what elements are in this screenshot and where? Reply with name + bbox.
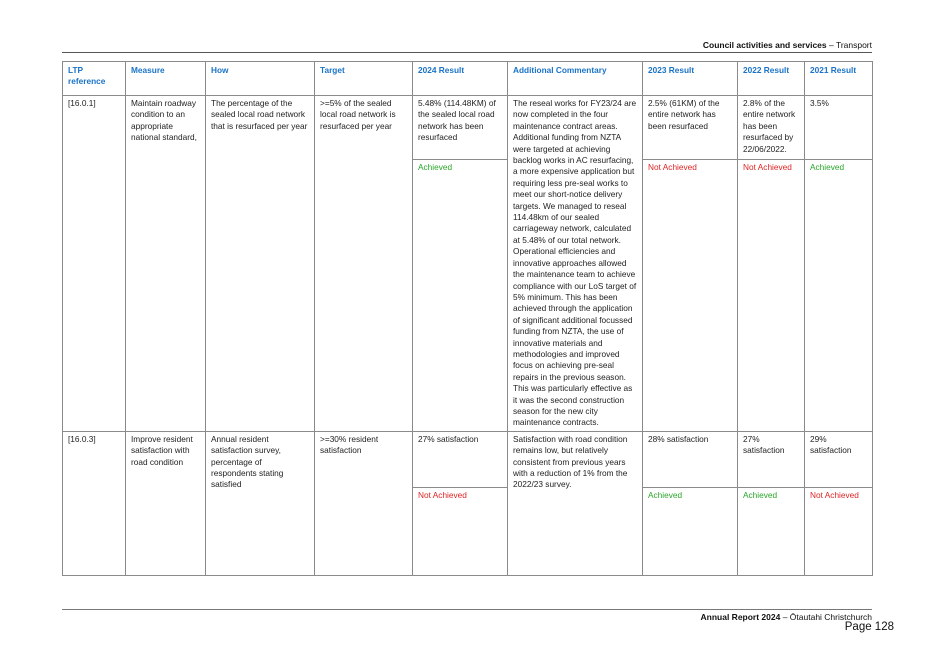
column-header: Measure: [126, 62, 206, 96]
column-header: Target: [315, 62, 413, 96]
status-badge-2024: Not Achieved: [413, 487, 508, 575]
result-2021: 29% satisfaction: [805, 431, 873, 487]
target: >=5% of the sealed local road network is resurfaced per year: [315, 96, 413, 432]
result-2023: 28% satisfaction: [643, 431, 738, 487]
ltp-reference: [16.0.3]: [63, 431, 126, 575]
table-row: [63, 431, 873, 487]
footer-rule: [62, 609, 872, 610]
column-header: 2024 Result: [413, 62, 508, 96]
column-header: How: [206, 62, 315, 96]
additional-commentary: The reseal works for FY23/24 are now completed in the four maintenance contract areas. Additional funding from NZTA were targeted at achieving backlog works in AC resurfacing, a more expensive application but requiring less pre-seal works to meet our short-notice delivery targets. We managed to reseal 114.48km of our sealed carriageway network, calculated at 5.48% of our total network. Operational efficiencies and innovative approaches allowed the maintenance team to achieve compliance with our LoS target of 5% minimum. This has been achieved through the application of significant additional focussed funding from NZTA, the use of innovative materials and methodologies and improved focus on achieving pre-seal repairs in the previous season. This was particularly effective as it was the second construction season for the new city maintenance contracts.: [508, 96, 643, 432]
header-section: Council activities and services: [702, 40, 827, 50]
status-badge-2021: Achieved: [805, 160, 873, 432]
result-2023: 2.5% (61KM) of the entire network has been resurfaced: [643, 96, 738, 160]
footer-city: Ōtautahi Christchurch: [789, 612, 872, 622]
additional-commentary: Satisfaction with road condition remains low, but relatively consistent from previous years with a reduction of 1% from the 2022/23 survey.: [508, 431, 643, 575]
status-badge-2023: Not Achieved: [643, 160, 738, 432]
column-header: 2021 Result: [805, 62, 873, 96]
column-header: 2022 Result: [738, 62, 805, 96]
table-header-row: [63, 62, 873, 96]
status-badge-2022: Not Achieved: [738, 160, 805, 432]
header-separator: –: [826, 40, 836, 50]
result-2024: 27% satisfaction: [413, 431, 508, 487]
result-2024: 5.48% (114.48KM) of the sealed local road network has been resurfaced: [413, 96, 508, 160]
ltp-reference: [16.0.1]: [63, 96, 126, 432]
footer-separator: –: [780, 612, 790, 622]
status-badge-2022: Achieved: [738, 487, 805, 575]
target: >=30% resident satisfaction: [315, 431, 413, 575]
status-badge-2024: Achieved: [413, 160, 508, 432]
column-header: 2023 Result: [643, 62, 738, 96]
how: Annual resident satisfaction survey, percentage of respondents stating satisfied: [206, 431, 315, 575]
status-badge-2023: Achieved: [643, 487, 738, 575]
performance-table: [62, 61, 873, 576]
column-header: Additional Commentary: [508, 62, 643, 96]
measure: Improve resident satisfaction with road condition: [126, 431, 206, 575]
result-2022: 27% satisfaction: [738, 431, 805, 487]
table-row: [63, 96, 873, 160]
page-footer: [62, 612, 872, 622]
page-header: [62, 40, 872, 50]
header-rule: [62, 52, 872, 53]
status-badge-2021: Not Achieved: [805, 487, 873, 575]
footer-report: Annual Report 2024: [700, 612, 781, 622]
column-header: LTP reference: [63, 62, 126, 96]
header-topic: Transport: [835, 40, 872, 50]
how: The percentage of the sealed local road network that is resurfaced per year: [206, 96, 315, 432]
measure: Maintain roadway condition to an appropriate national standard,: [126, 96, 206, 432]
result-2022: 2.8% of the entire network has been resurfaced by 22/06/2022.: [738, 96, 805, 160]
page-number: Page 128: [844, 621, 894, 633]
result-2021: 3.5%: [805, 96, 873, 160]
